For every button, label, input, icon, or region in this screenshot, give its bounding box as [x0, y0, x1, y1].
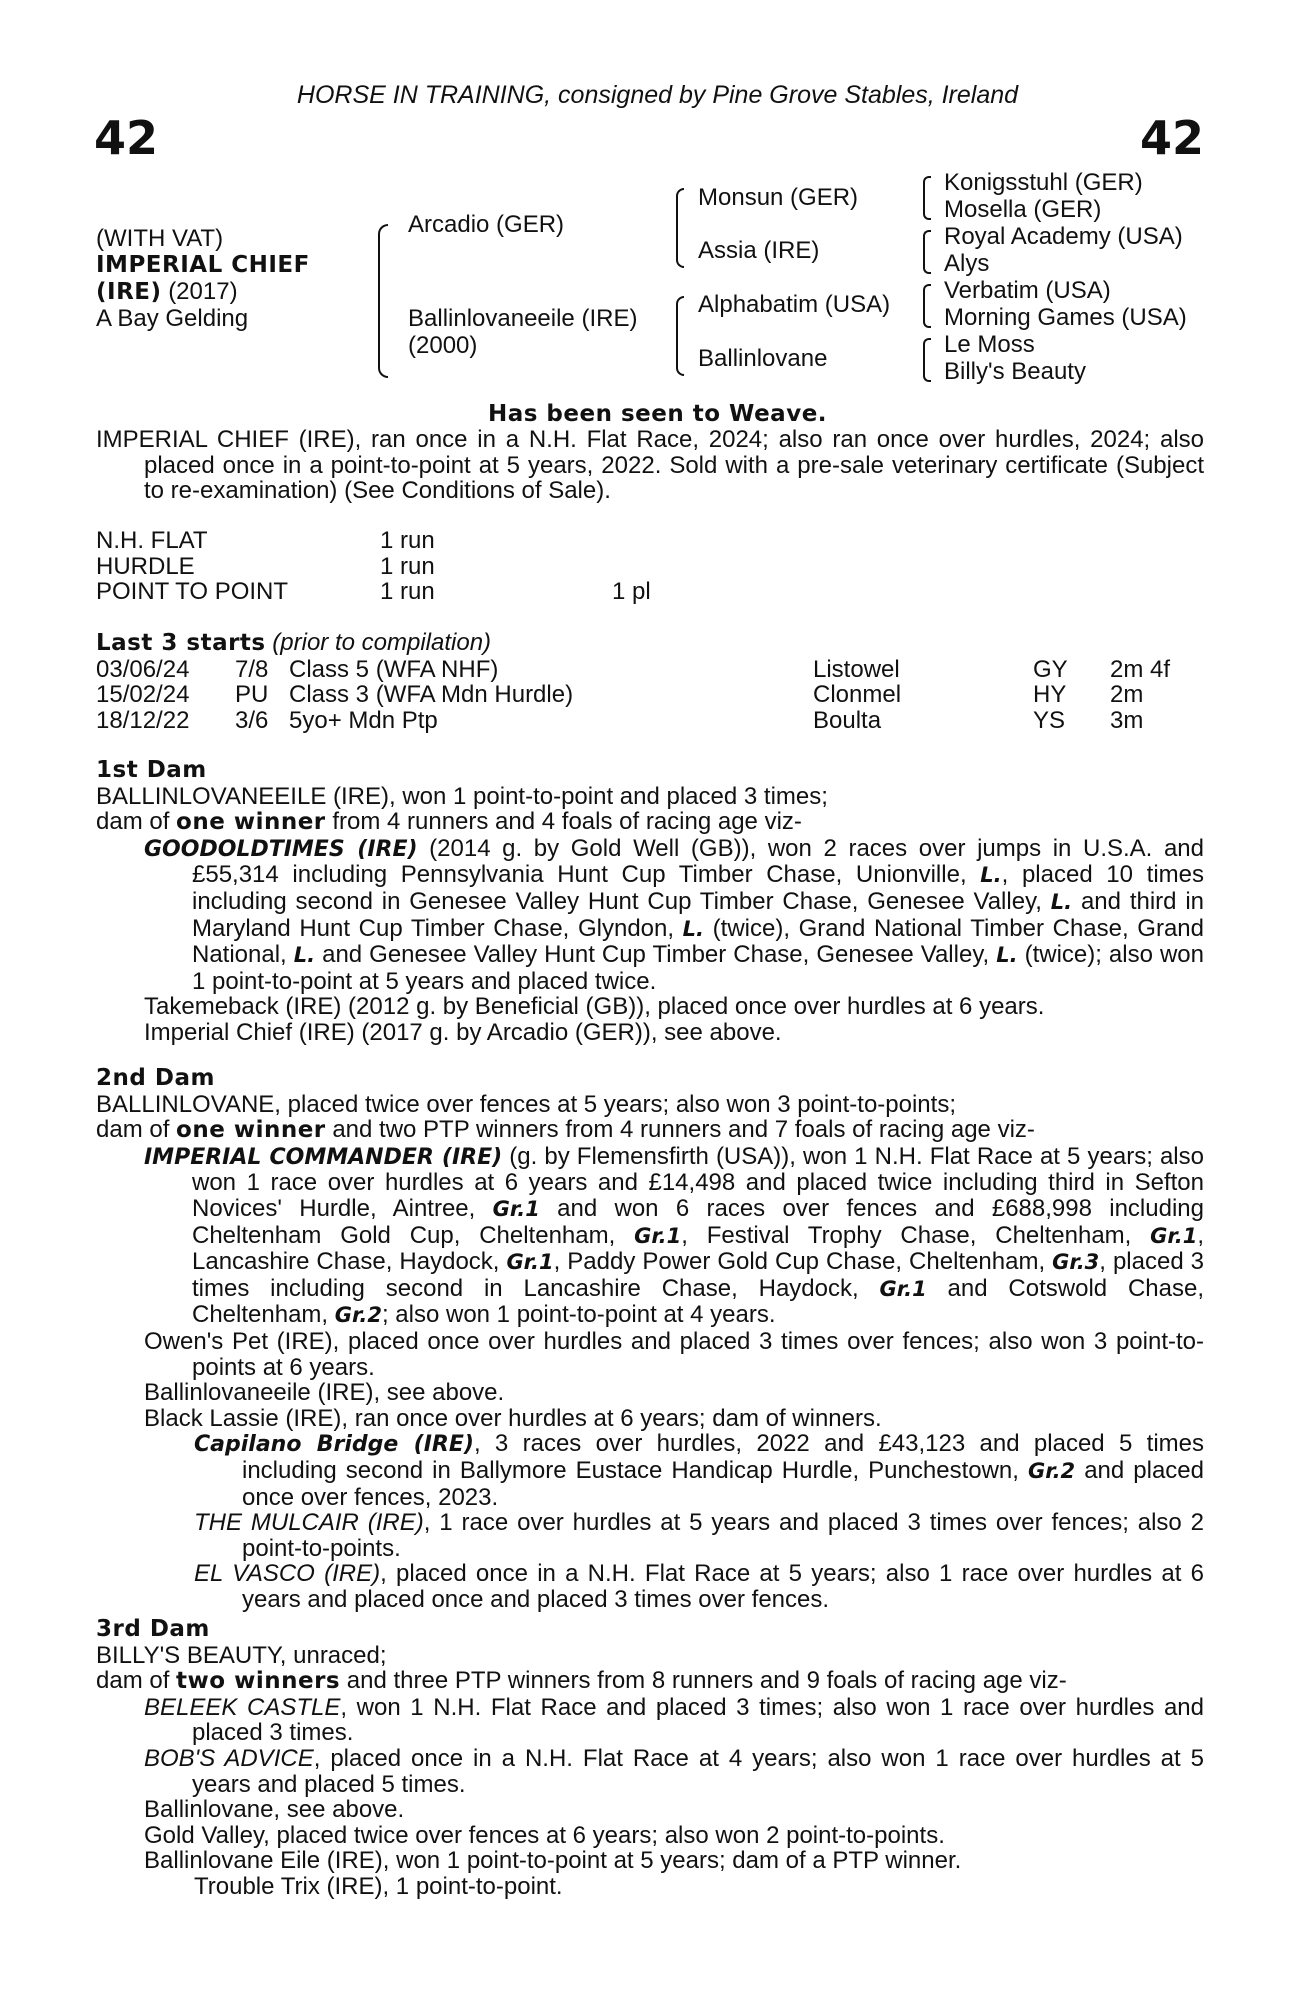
start-date: 18/12/22	[96, 706, 190, 734]
start-course: Listowel	[813, 655, 900, 683]
race-record	[96, 528, 1204, 605]
start-going: YS	[1033, 706, 1066, 734]
produce-text: ; also won 1 point-to-point at 4 years.	[381, 1301, 776, 1329]
second-dam-grandproduce-2	[96, 1510, 1204, 1561]
third-dam-line2-c: and three PTP winners from 8 runners and 9 foals of racing age viz-	[340, 1667, 1067, 1695]
produce-text: (twice); also won 1 point-to-point at 5 years and placed twice.	[192, 941, 1204, 995]
last-starts-note: (prior to compilation)	[272, 629, 492, 656]
first-dam-line1: BALLINLOVANEEILE (IRE), won 1 point-to-point and placed 3 times;	[96, 782, 828, 810]
grade-badge: Gr.1	[1150, 1223, 1198, 1248]
third-dam-produce-1	[96, 1695, 1204, 1746]
horse-name: IMPERIAL CHIEF	[96, 252, 310, 278]
start-distance: 2m 4f	[1110, 655, 1171, 683]
produce-text: and Cotswold Chase, Cheltenham,	[192, 1274, 1205, 1329]
start-row	[96, 708, 1200, 734]
second-dam-grandproduce-3	[96, 1561, 1204, 1612]
pedigree-g8: Billy's Beauty	[944, 358, 1086, 385]
pedigree-dam-sire: Alphabatim (USA)	[698, 291, 891, 318]
pedigree-bracket-sire	[676, 188, 684, 268]
produce-text: , 3 races over hurdles, 2022 and £43,123 and placed 5 times including second in Ballymore Eustace Handicap Hurdle, Punchestown,	[242, 1430, 1204, 1484]
start-row	[96, 657, 1200, 683]
produce-text: , placed 10 times including second in Genesee Valley Hunt Cup Timber Chase, Genesee Valley,	[192, 861, 1204, 915]
first-dam-produce-1	[96, 836, 1204, 995]
grade-badge: Gr.2	[1027, 1458, 1076, 1483]
race-record-table	[96, 528, 732, 605]
produce-text: and placed once over fences, 2023.	[242, 1456, 1204, 1511]
pedigree-sire-sire: Monsun (GER)	[698, 184, 859, 211]
first-dam-produce-3: Imperial Chief (IRE) (2017 g. by Arcadio (GER)), see above.	[144, 1018, 782, 1046]
produce-text: , 1 race over hurdles at 5 years and placed 3 times over fences; also 2 point-to-points.	[242, 1509, 1204, 1562]
pedigree-bracket-dam	[676, 296, 684, 376]
record-type: N.H. FLAT	[96, 527, 208, 554]
pedigree-g5: Verbatim (USA)	[944, 277, 1111, 304]
start-position: 3/6	[235, 706, 269, 734]
start-race: Class 3 (WFA Mdn Hurdle)	[289, 681, 574, 709]
third-dam-line1: BILLY'S BEAUTY, unraced;	[96, 1641, 387, 1669]
second-dam-line2-c: and two PTP winners from 4 runners and 7 foals of racing age viz-	[325, 1116, 1035, 1144]
start-distance: 2m	[1110, 681, 1144, 709]
record-placed	[612, 528, 732, 554]
start-position: 7/8	[235, 655, 269, 683]
pedigree-sire: Arcadio (GER)	[408, 211, 565, 238]
pedigree-bracket-g56	[923, 284, 931, 328]
pedigree-g3: Royal Academy (USA)	[944, 223, 1183, 250]
pedigree-dam-year: (2000)	[408, 332, 478, 359]
start-course: Clonmel	[813, 681, 902, 709]
produce-text: (twice), Grand National Timber Chase, Grand National,	[192, 914, 1204, 969]
first-dam-winners: one winner	[176, 809, 326, 836]
produce-text: , won 1 N.H. Flat Race and placed 3 times; also won 1 race over hurdles and placed 3 times.	[192, 1693, 1205, 1747]
record-row	[96, 528, 732, 554]
record-row	[96, 579, 732, 605]
record-runs: 1 run	[380, 527, 435, 554]
grade-badge: L.	[293, 943, 316, 968]
first-dam-produce-2: Takemeback (IRE) (2012 g. by Beneficial (GB)), placed once over hurdles at 6 years.	[144, 993, 1045, 1021]
page-title: HORSE IN TRAINING, consigned by Pine Grove Stables, Ireland	[296, 81, 1019, 109]
start-going: HY	[1033, 681, 1067, 709]
grade-badge: Gr.3	[1052, 1250, 1100, 1275]
horse-year: (2017)	[168, 278, 238, 305]
grade-badge: L.	[1050, 889, 1073, 914]
grade-badge: Gr.1	[879, 1276, 927, 1301]
summary-section	[96, 427, 1204, 504]
produce-name: THE MULCAIR (IRE)	[194, 1509, 424, 1537]
third-dam-heading: 3rd Dam	[96, 1616, 210, 1642]
second-dam-line2	[96, 1117, 1204, 1144]
start-race: Class 5 (WFA NHF)	[289, 655, 499, 683]
second-dam-produce-1	[96, 1144, 1204, 1329]
third-dam-line2-a: dam of	[96, 1667, 177, 1695]
record-runs: 1 run	[380, 578, 435, 606]
third-dam-produce-4: Gold Valley, placed twice over fences at 6 years; also won 2 point-to-points.	[144, 1821, 945, 1849]
first-dam-line2-c: from 4 runners and 4 foals of racing age viz-	[325, 808, 802, 836]
grade-badge: L.	[996, 943, 1018, 968]
pedigree-bracket-main	[378, 224, 388, 378]
second-dam-line2-a: dam of	[96, 1116, 177, 1144]
grade-badge: L.	[980, 863, 1002, 888]
horse-name-suffix-line	[96, 279, 238, 305]
produce-text: , Lancashire Chase, Haydock,	[192, 1221, 1204, 1276]
record-runs: 1 run	[380, 552, 435, 580]
start-course: Boulta	[813, 706, 882, 734]
second-dam-produce-4: Black Lassie (IRE), ran once over hurdles at 6 years; dam of winners.	[144, 1404, 882, 1432]
start-date: 03/06/24	[96, 655, 190, 683]
third-dam-winners: two winners	[176, 1668, 341, 1695]
second-dam-heading: 2nd Dam	[96, 1065, 215, 1091]
first-dam-section	[96, 758, 1204, 1046]
second-dam-produce-2: Owen's Pet (IRE), placed once over hurdles and placed 3 times over fences; also won 3 point-to-points at 6 years.	[144, 1327, 1204, 1381]
pedigree-g1: Konigsstuhl (GER)	[944, 169, 1143, 196]
record-type: HURDLE	[96, 552, 195, 580]
lot-number-right: 42	[1140, 111, 1205, 165]
third-dam-produce-3: Ballinlovane, see above.	[144, 1796, 405, 1824]
record-placed	[612, 554, 732, 580]
third-dam-produce-5: Ballinlovane Eile (IRE), won 1 point-to-point at 5 years; dam of a PTP winner.	[144, 1847, 962, 1875]
grade-badge: L.	[682, 916, 705, 941]
pedigree-g7: Le Moss	[944, 331, 1035, 358]
lot-number-left: 42	[94, 111, 159, 165]
produce-name: IMPERIAL COMMANDER (IRE)	[144, 1144, 503, 1170]
pedigree-bracket-g34	[923, 230, 931, 274]
stable-vice-note: Has been seen to Weave.	[487, 401, 828, 427]
third-dam-grandproduce-1: Trouble Trix (IRE), 1 point-to-point.	[194, 1872, 563, 1900]
start-date: 15/02/24	[96, 681, 190, 709]
produce-text: (g. by Flemensfirth (USA)), won 1 N.H. Flat Race at 5 years; also won 1 race over hurdles at 6 years and £14,498 and placed twice including third in Sefton Novices' Hurdle, Aintree,	[192, 1142, 1204, 1222]
pedigree-dam-dam: Ballinlovane	[698, 345, 828, 372]
start-race: 5yo+ Mdn Ptp	[289, 706, 438, 734]
produce-name: BELEEK CASTLE	[144, 1693, 341, 1721]
produce-text: and third in Maryland Hunt Cup Timber Chase, Glyndon,	[192, 887, 1204, 942]
pedigree-bracket-g78	[923, 338, 931, 382]
pedigree-bracket-g12	[923, 176, 931, 220]
produce-text: and Genesee Valley Hunt Cup Timber Chase, Genesee Valley,	[315, 941, 997, 969]
produce-text: and won 6 races over fences and £688,998 including Cheltenham Gold Cup, Cheltenham,	[192, 1194, 1204, 1249]
pedigree-g4: Alys	[944, 250, 990, 277]
start-distance: 3m	[1110, 706, 1144, 734]
third-dam-line2	[96, 1668, 1204, 1695]
start-position: PU	[235, 681, 269, 709]
grade-badge: Gr.1	[492, 1196, 540, 1221]
pedigree-dam: Ballinlovaneeile (IRE)	[408, 305, 638, 332]
grade-badge: Gr.1	[634, 1223, 682, 1248]
pedigree-g2: Mosella (GER)	[944, 196, 1102, 223]
start-row	[96, 682, 1200, 708]
record-type: POINT TO POINT	[96, 578, 289, 606]
horse-description: A Bay Gelding	[96, 305, 249, 332]
produce-text: , placed once in a N.H. Flat Race at 5 years; also 1 race over hurdles at 6 years and placed once and placed 3 times over fences.	[242, 1560, 1204, 1613]
pedigree-g6: Morning Games (USA)	[944, 304, 1187, 331]
produce-name: BOB'S ADVICE	[144, 1744, 314, 1772]
second-dam-section	[96, 1066, 1204, 1612]
produce-text: (2014 g. by Gold Well (GB)), won 2 races over jumps in U.S.A. and £55,314 including Pennsylvania Hunt Cup Timber Chase, Unionville,	[192, 834, 1205, 889]
produce-text: , placed 3 times including second in Lancashire Chase, Haydock,	[192, 1248, 1204, 1302]
grade-badge: Gr.2	[334, 1303, 382, 1328]
second-dam-winners: one winner	[176, 1117, 326, 1144]
second-dam-grandproduce-1	[96, 1431, 1204, 1510]
produce-name: EL VASCO (IRE)	[194, 1560, 381, 1588]
first-dam-line2	[96, 809, 1204, 836]
second-dam-produce-3: Ballinlovaneeile (IRE), see above.	[144, 1379, 505, 1407]
last-starts-table	[96, 657, 1200, 734]
record-row	[96, 554, 732, 580]
produce-text: , placed once in a N.H. Flat Race at 4 years; also won 1 race over hurdles at 5 years and placed 5 times.	[192, 1744, 1205, 1798]
start-going: GY	[1033, 655, 1068, 683]
grade-badge: Gr.1	[506, 1250, 554, 1275]
first-dam-line2-a: dam of	[96, 808, 177, 836]
first-dam-heading: 1st Dam	[96, 757, 207, 783]
produce-text: , Festival Trophy Chase, Cheltenham,	[681, 1221, 1151, 1249]
produce-name: Capilano Bridge (IRE)	[194, 1432, 474, 1458]
record-placed: 1 pl	[612, 578, 651, 606]
produce-name: GOODOLDTIMES (IRE)	[144, 836, 418, 862]
produce-text: , Paddy Power Gold Cup Chase, Cheltenham,	[553, 1248, 1053, 1276]
horse-country: (IRE)	[96, 279, 162, 305]
second-dam-line1: BALLINLOVANE, placed twice over fences at 5 years; also won 3 point-to-points;	[96, 1090, 956, 1118]
last-starts-heading: Last 3 starts	[96, 630, 266, 656]
summary-text: IMPERIAL CHIEF (IRE), ran once in a N.H. Flat Race, 2024; also ran once over hurdles, 2024; also placed once in a point-to-point at 5 years, 2022. Sold with a pre-sale veterinary certificate (Subject to re-examination) (See Conditions of Sale).	[96, 426, 1204, 505]
last-starts	[96, 630, 1204, 733]
third-dam-produce-2	[96, 1746, 1204, 1797]
third-dam-section	[96, 1617, 1204, 1900]
vat-note: (WITH VAT)	[96, 225, 224, 252]
pedigree-sire-dam: Assia (IRE)	[698, 237, 820, 264]
